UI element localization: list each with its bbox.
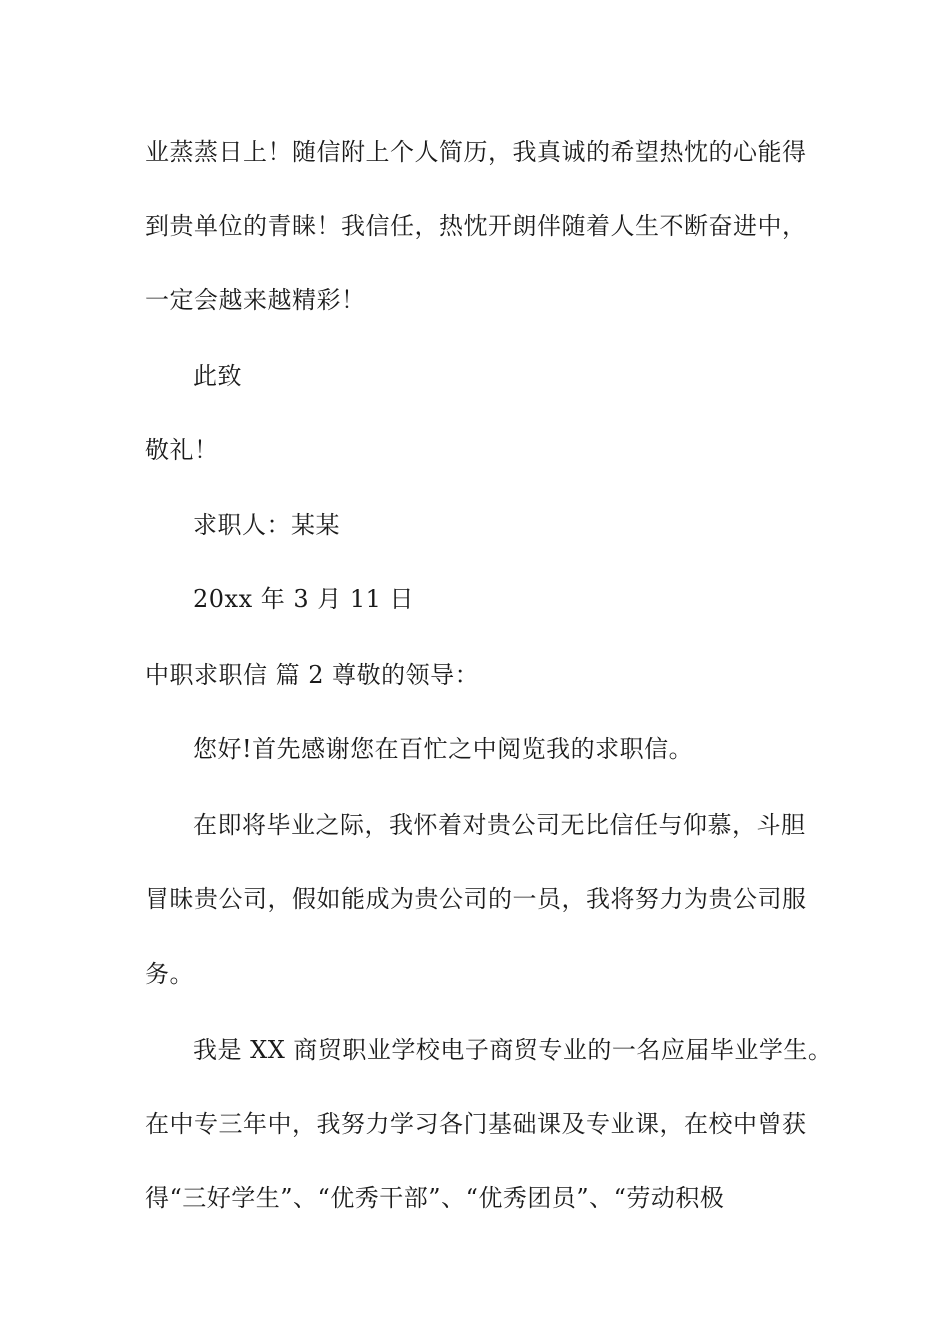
paragraph-line: 得“三好学生”、“优秀干部”、“优秀团员”、“劳动积极: [145, 1184, 725, 1212]
letter-date: 20xx 年 3 月 11 日: [193, 585, 415, 613]
paragraph-line: 到贵单位的青睐！我信任，热忱开朗伴随着人生不断奋进中，: [145, 212, 807, 240]
greeting-line: 您好!首先感谢您在百忙之中阅览我的求职信。: [193, 735, 694, 763]
closing-salutation: 此致: [193, 362, 242, 390]
paragraph-line: 业蒸蒸日上！随信附上个人简历，我真诚的希望热忱的心能得: [145, 138, 807, 166]
paragraph-line: 我是 XX 商贸职业学校电子商贸专业的一名应届毕业学生。: [193, 1036, 833, 1064]
paragraph-line: 务。: [145, 960, 194, 988]
paragraph-line: 在即将毕业之际，我怀着对贵公司无比信任与仰慕，斗胆: [193, 811, 806, 839]
applicant-signature: 求职人：某某: [193, 511, 340, 539]
paragraph-line: 冒昧贵公司，假如能成为贵公司的一员，我将努力为贵公司服: [145, 885, 807, 913]
paragraph-line: 在中专三年中，我努力学习各门基础课及专业课，在校中曾获: [145, 1110, 807, 1138]
section-heading: 中职求职信 篇 2 尊敬的领导：: [145, 661, 480, 689]
closing-regards: 敬礼！: [145, 436, 219, 464]
paragraph-line: 一定会越来越精彩！: [145, 286, 366, 314]
